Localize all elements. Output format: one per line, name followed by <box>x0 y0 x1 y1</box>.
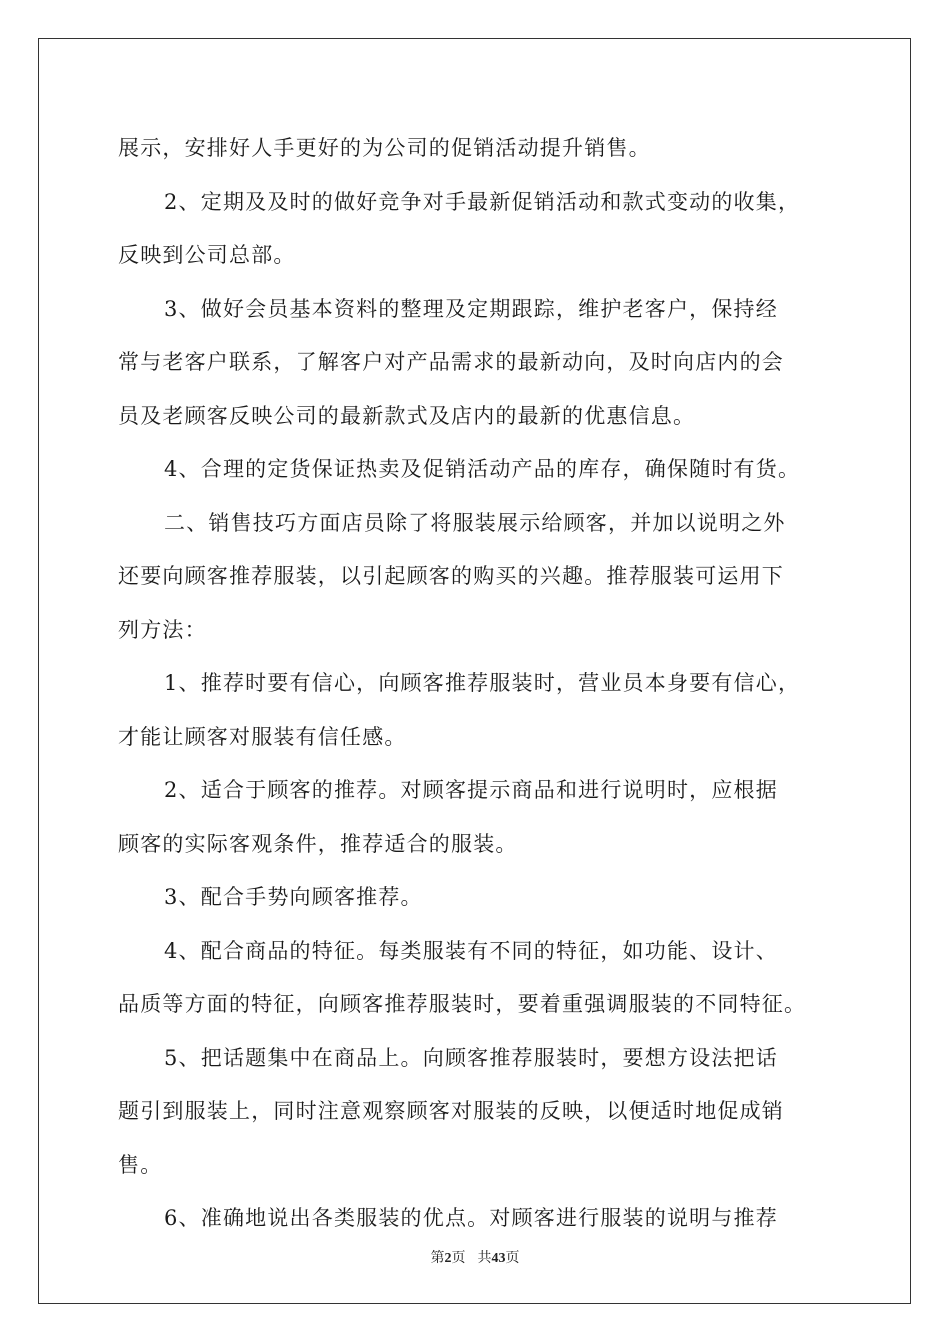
text-line: 2、适合于顾客的推荐。对顾客提示商品和进行说明时，应根据 <box>164 778 778 802</box>
footer-total-pages: 43 <box>491 1251 506 1266</box>
document-body <box>118 128 838 1252</box>
text-line: 顾客的实际客观条件，推荐适合的服装。 <box>118 831 518 856</box>
text-line: 反映到公司总部。 <box>118 243 296 267</box>
text-line: 1、推荐时要有信心，向顾客推荐服装时，营业员本身要有信心， <box>164 671 801 695</box>
text-line: 题引到服装上，同时注意观察顾客对服装的反映，以便适时地促成销 <box>118 1099 784 1123</box>
text-line: 2、定期及及时的做好竞争对手最新促销活动和款式变动的收集， <box>164 189 801 214</box>
text-line: 常与老客户联系，了解客户对产品需求的最新动向，及时向店内的会 <box>118 350 784 374</box>
footer-page-suffix: 页 <box>451 1251 466 1266</box>
text-line: 4、配合商品的特征。每类服装有不同的特征，如功能、设计、 <box>164 938 778 963</box>
footer-page-number: 2 <box>444 1251 452 1266</box>
text-line: 展示，安排好人手更好的为公司的促销活动提升销售。 <box>118 136 651 160</box>
footer-total-prefix: 共 <box>477 1251 492 1266</box>
footer-page-prefix: 第 <box>430 1251 445 1266</box>
text-line: 才能让顾客对服装有信任感。 <box>118 724 407 749</box>
text-line: 列方法： <box>118 617 207 642</box>
text-line: 员及老顾客反映公司的最新款式及店内的最新的优惠信息。 <box>118 403 696 428</box>
text-line: 3、配合手势向顾客推荐。 <box>164 885 423 909</box>
text-line: 品质等方面的特征，向顾客推荐服装时，要着重强调服装的不同特征。 <box>118 992 807 1016</box>
text-line: 5、把话题集中在商品上。向顾客推荐服装时，要想方设法把话 <box>164 1045 778 1070</box>
text-line: 二、销售技巧方面店员除了将服装展示给顾客，并加以说明之外 <box>164 510 786 535</box>
page-footer <box>0 1247 950 1267</box>
text-line: 3、做好会员基本资料的整理及定期跟踪，维护老客户，保持经 <box>164 296 778 321</box>
text-line: 售。 <box>118 1152 163 1177</box>
text-line: 6、准确地说出各类服装的优点。对顾客进行服装的说明与推荐 <box>164 1206 778 1230</box>
text-line: 4、合理的定货保证热卖及促销活动产品的库存，确保随时有货。 <box>164 457 801 481</box>
footer-total-suffix: 页 <box>505 1251 520 1266</box>
text-line: 还要向顾客推荐服装，以引起顾客的购买的兴趣。推荐服装可运用下 <box>118 564 784 588</box>
